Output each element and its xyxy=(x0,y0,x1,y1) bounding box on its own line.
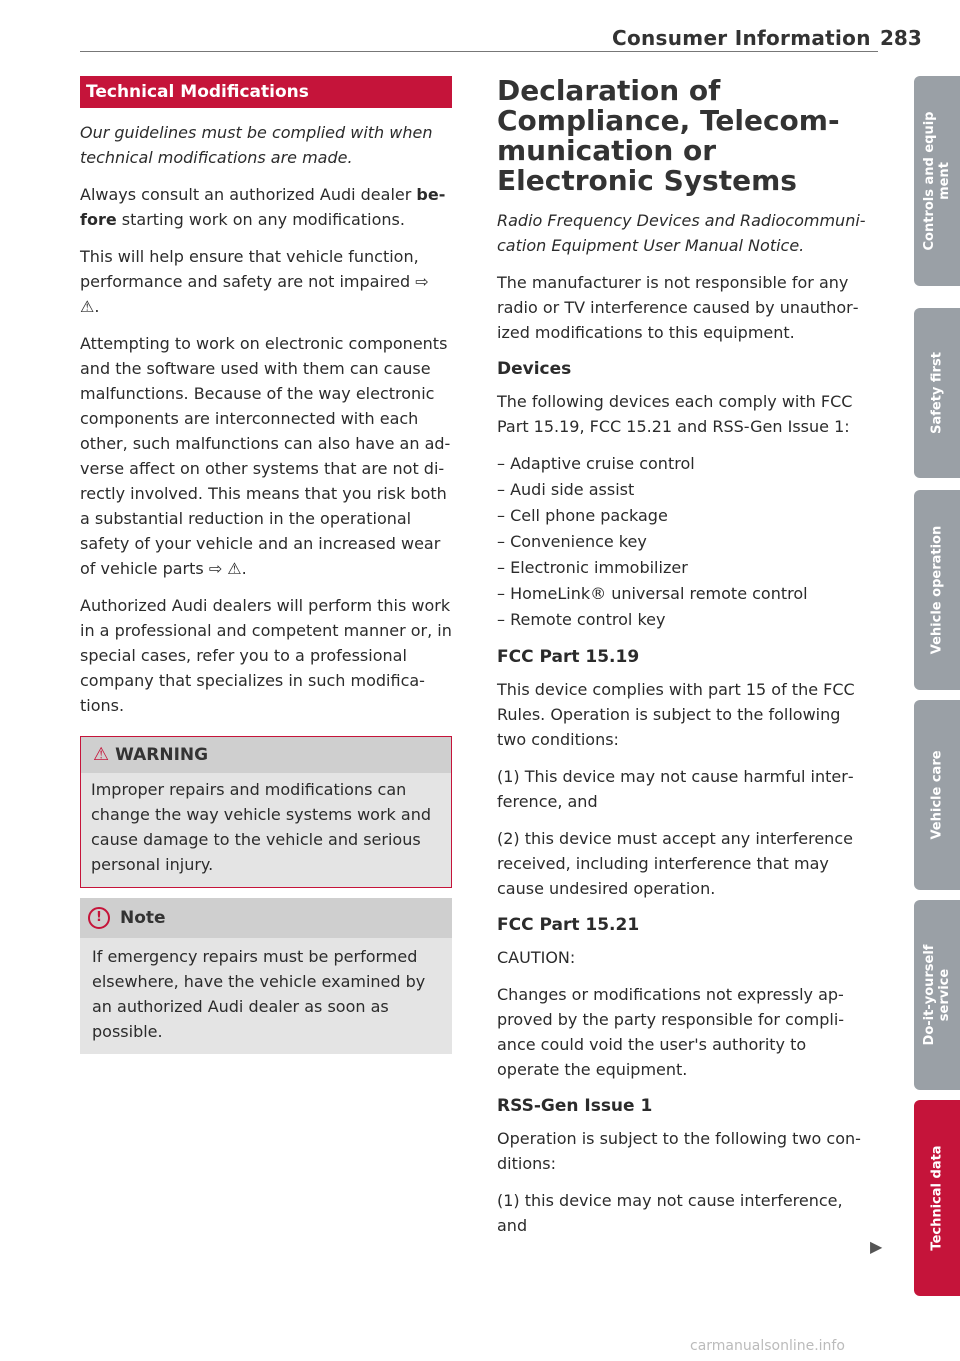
list-item: – Audi side assist xyxy=(497,477,872,503)
warning-box xyxy=(80,736,452,888)
list-item: – Cell phone package xyxy=(497,503,872,529)
note-label: Note xyxy=(120,908,166,928)
fcc-1519-heading: FCC Part 15.19 xyxy=(497,647,640,667)
right-column xyxy=(497,76,872,1250)
left-column xyxy=(80,76,452,1054)
fcc-1521-heading: FCC Part 15.21 xyxy=(497,915,640,935)
header-rule xyxy=(80,51,878,52)
note-exclamation-icon: ! xyxy=(88,907,110,929)
tab-technical-data[interactable] xyxy=(914,1100,960,1296)
note-box xyxy=(80,898,452,1054)
list-item: – Convenience key xyxy=(497,529,872,555)
tab-controls-and-equipment[interactable] xyxy=(914,76,960,286)
tab-label: Controls and equip ment xyxy=(922,111,952,251)
note-text: If emergency repairs must be performed elsewhere, have the vehicle examined by an authorized Audi dealer as soon as possible. xyxy=(92,947,426,1041)
paragraph-consult-bold: before xyxy=(80,185,446,229)
warning-header xyxy=(81,737,451,773)
note-header xyxy=(80,898,452,938)
warning-label: WARNING xyxy=(115,745,209,765)
rss-gen-paragraph: Operation is subject to the following two conditions: xyxy=(497,1129,861,1173)
tab-label: Technical data xyxy=(929,1145,945,1251)
footer-watermark: carmanualsonline.info xyxy=(690,1338,845,1354)
running-header-title: Consumer Information xyxy=(612,26,871,50)
tab-label: Vehicle operation xyxy=(929,525,945,655)
fcc-1519-condition-2: (2) this device must accept any interference received, including interference that may cause undesired operation. xyxy=(497,829,853,898)
tab-label: Safety first xyxy=(929,352,945,434)
paragraph-consult-text-b: starting work on any modifications. xyxy=(116,210,405,229)
list-item: – Electronic immobilizer xyxy=(497,555,872,581)
tab-safety-first[interactable] xyxy=(914,308,960,478)
devices-list xyxy=(497,451,872,633)
tab-vehicle-care[interactable] xyxy=(914,700,960,890)
fcc-1519-paragraph: This device complies with part 15 of the FCC Rules. Operation is subject to the following two conditions: xyxy=(497,680,855,749)
tab-vehicle-operation[interactable] xyxy=(914,490,960,690)
tab-do-it-yourself-service[interactable] xyxy=(914,900,960,1090)
fcc-1521-paragraph: Changes or modifications not expressly approved by the party responsible for compliance could void the user's authority to operate the equipment. xyxy=(497,985,845,1079)
paragraph-electronic: Attempting to work on electronic components and the software used with them can cause malfunctions. Because of the way electronic components are interconnected with each other, such malfunctions can also have an adverse affect on other systems that are not directly involved. This means that you risk both a substantial reduction in the operational safety of your vehicle and an increased wear of vehicle parts ⇨ ⚠. xyxy=(80,334,451,578)
paragraph-consult-text-a: Always consult an authorized Audi dealer xyxy=(80,185,417,204)
paragraph-dealers: Authorized Audi dealers will perform this work in a professional and competent manner or, in special cases, refer you to a professional company that specializes in such modifications. xyxy=(80,596,452,715)
paragraph-ensure: This will help ensure that vehicle function, performance and safety are not impaired ⇨ ⚠. xyxy=(80,247,429,316)
section-title-bar: Technical Modifications xyxy=(80,76,452,108)
warning-text: Improper repairs and modifications can change the way vehicle systems work and cause damage to the vehicle and serious personal injury. xyxy=(91,780,431,874)
continue-arrow-icon: ▶ xyxy=(870,1237,883,1256)
warning-triangle-icon: ⚠ xyxy=(93,744,110,765)
page-number: 283 xyxy=(880,26,922,50)
page-heading: Declaration of Compliance, Telecommunication or Electronic Systems xyxy=(497,74,840,197)
rss-gen-condition-1: (1) this device may not cause interference, and xyxy=(497,1191,843,1235)
rss-gen-heading: RSS-Gen Issue 1 xyxy=(497,1096,653,1116)
list-item: – HomeLink® universal remote control xyxy=(497,581,872,607)
tab-label: Do-it-yourself service xyxy=(922,944,952,1046)
list-item: – Remote control key xyxy=(497,607,872,633)
paragraph-manufacturer: The manufacturer is not responsible for any radio or TV interference caused by unauthorized modifications to this equipment. xyxy=(497,273,859,342)
paragraph-consult xyxy=(80,182,452,232)
tab-label: Vehicle care xyxy=(929,750,945,840)
devices-heading: Devices xyxy=(497,359,572,379)
section-intro: Our guidelines must be complied with when technical modifications are made. xyxy=(80,123,433,167)
fcc-1521-caution: CAUTION: xyxy=(497,948,576,967)
devices-intro: The following devices each comply with FCC Part 15.19, FCC 15.21 and RSS-Gen Issue 1: xyxy=(497,392,853,436)
fcc-1519-condition-1: (1) This device may not cause harmful interference, and xyxy=(497,767,854,811)
list-item: – Adaptive cruise control xyxy=(497,451,872,477)
subheading-notice: Radio Frequency Devices and Radiocommunication Equipment User Manual Notice. xyxy=(497,211,866,255)
